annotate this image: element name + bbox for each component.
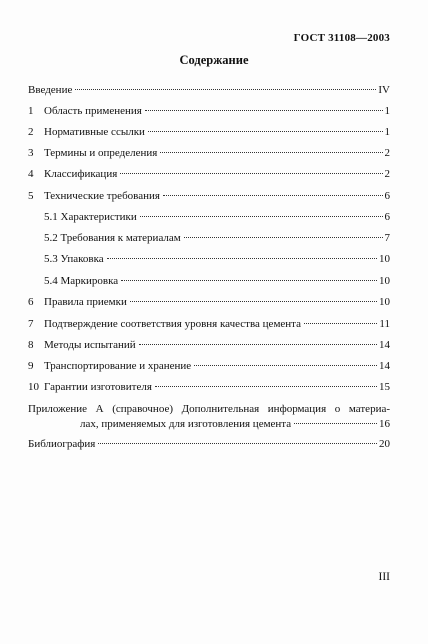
toc-entry-page: 14 (379, 360, 390, 372)
toc-entry-number: 7 (28, 318, 34, 330)
dot-leader (139, 344, 377, 345)
toc-entry-introduction[interactable] (28, 83, 390, 98)
toc-entry-label: 5.2 Требования к материалам (44, 232, 181, 244)
toc-entry-label: Транспортирование и хранение (44, 360, 192, 372)
toc-entry-page: 11 (379, 318, 390, 330)
toc-entry-page: 10 (379, 296, 390, 308)
toc-entry-page: 14 (379, 339, 390, 351)
toc-entry-number: 1 (28, 105, 34, 117)
toc-entry-number: 3 (28, 147, 34, 159)
appendix-title-line2 (28, 417, 390, 432)
toc-entry-7[interactable] (28, 317, 390, 332)
toc-entry-label: 5.4 Маркировка (44, 275, 119, 287)
toc-entry-page: 10 (379, 253, 390, 265)
toc-entry-label: Классификация (44, 168, 118, 180)
toc-entry-number: 9 (28, 360, 34, 372)
appendix-title-line1: Приложение А (справочное) Дополнительная информация о материа- (28, 403, 390, 415)
toc-entry-page: IV (378, 84, 390, 96)
dot-leader (107, 258, 377, 259)
page-folio: III (378, 571, 390, 583)
dot-leader (140, 216, 383, 217)
toc-entry-label: Нормативные ссылки (44, 126, 145, 138)
toc-entry-page: 15 (379, 381, 390, 393)
dot-leader (304, 323, 377, 324)
toc-entry-number: 5 (28, 190, 34, 202)
toc-entry-appendix-a[interactable] (28, 402, 390, 432)
toc-entry-label: 5.3 Упаковка (44, 253, 104, 265)
toc-entry-page: 6 (384, 190, 390, 202)
dot-leader (163, 195, 383, 196)
document-code: ГОСТ 31108—2003 (293, 32, 390, 44)
toc-entry-page: 10 (379, 275, 390, 287)
toc-entry-label: Область применения (44, 105, 142, 117)
dot-leader (155, 386, 377, 387)
dot-leader (148, 131, 383, 132)
appendix-title-continuation: лах, применяемых для изготовления цемента (80, 418, 292, 430)
toc-entry-number: 4 (28, 168, 34, 180)
toc-entry-label: 5.1 Характеристики (44, 211, 137, 223)
dot-leader (160, 152, 382, 153)
dot-leader (145, 110, 383, 111)
dot-leader (184, 237, 383, 238)
toc-entry-page: 6 (384, 211, 390, 223)
toc-entry-5[interactable] (28, 189, 390, 204)
toc-entry-5-3[interactable] (28, 252, 390, 267)
toc-entry-label: Правила приемки (44, 296, 127, 308)
toc-entry-8[interactable] (28, 338, 390, 353)
dot-leader (121, 280, 377, 281)
toc-entry-page: 1 (384, 105, 390, 117)
dot-leader (130, 301, 377, 302)
toc-entry-page: 2 (384, 168, 390, 180)
dot-leader (98, 443, 377, 444)
toc-entry-label: Методы испытаний (44, 339, 136, 351)
toc-entry-5-1[interactable] (28, 210, 390, 225)
toc-entry-2[interactable] (28, 125, 390, 140)
toc-entry-label: Технические требования (44, 190, 160, 202)
toc-title: Содержание (179, 53, 249, 67)
toc-entry-6[interactable] (28, 295, 390, 310)
dot-leader (75, 89, 376, 90)
toc-entry-label: Введение (28, 84, 73, 96)
toc-entry-page: 7 (384, 232, 390, 244)
toc-entry-5-2[interactable] (28, 231, 390, 246)
toc-entry-number: 10 (28, 381, 39, 393)
toc-entry-label: Гарантии изготовителя (44, 381, 152, 393)
toc-entry-page: 2 (384, 147, 390, 159)
toc-entry-9[interactable] (28, 359, 390, 374)
toc-entry-number: 2 (28, 126, 34, 138)
toc-entry-4[interactable] (28, 167, 390, 182)
toc-entry-number: 6 (28, 296, 34, 308)
toc-entry-page: 20 (379, 438, 390, 450)
dot-leader (194, 365, 377, 366)
dot-leader (120, 173, 382, 174)
toc-entry-bibliography[interactable] (28, 437, 390, 452)
toc-entry-label: Подтверждение соответствия уровня качества цемента (44, 318, 301, 330)
toc-entry-page: 1 (384, 126, 390, 138)
toc-entry-page: 16 (379, 418, 390, 430)
toc-entry-number: 8 (28, 339, 34, 351)
toc-entry-10[interactable] (28, 380, 390, 395)
toc-entry-5-4[interactable] (28, 274, 390, 289)
toc-entry-3[interactable] (28, 146, 390, 161)
toc-entry-label: Термины и определения (44, 147, 158, 159)
toc-entry-label: Библиография (28, 438, 96, 450)
toc-entry-1[interactable] (28, 104, 390, 119)
dot-leader (294, 423, 377, 424)
